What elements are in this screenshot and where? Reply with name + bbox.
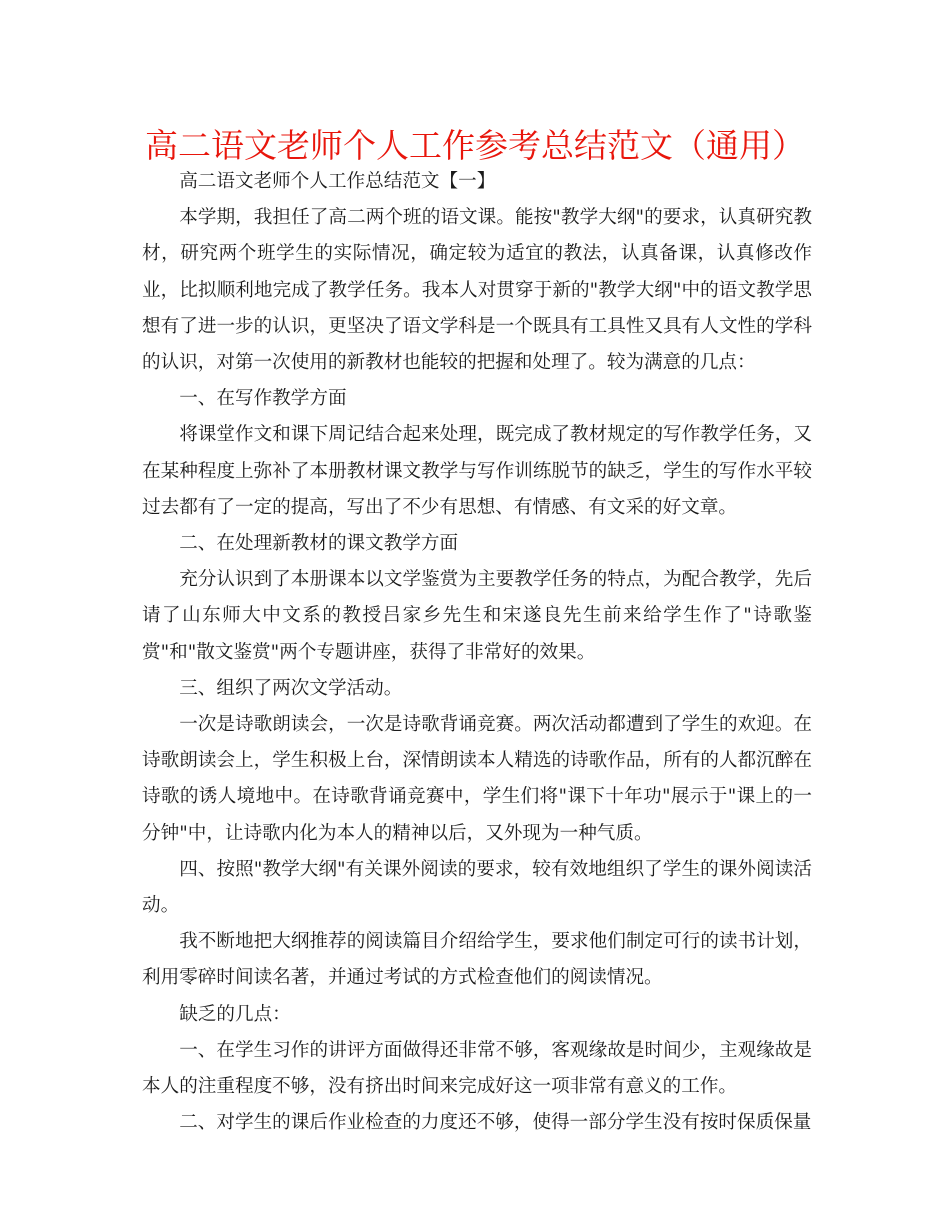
paragraph-intro: 本学期，我担任了高二两个班的语文课。能按"教学大纲"的要求，认真研究教材，研究两个班学生的实际情况，确定较为适宜的教法，认真备课，认真修改作业，比拟顺利地完成了教学任务。我本人对贯穿于新的"教学大纲"中的语文教学思想有了进一步的认识，更坚决了语文学科是一个既具有工具性又具有人文性的学科的认识，对第一次使用的新教材也能较的把握和处理了。较为满意的几点： (142, 207, 812, 374)
paragraph-activities: 一次是诗歌朗读会，一次是诗歌背诵竞赛。两次活动都遭到了学生的欢迎。在诗歌朗读会上，学生积极上台，深情朗读本人精选的诗歌作品，所有的人都沉醉在诗歌的诱人境地中。在诗歌背诵竞赛中，学生们将"课下十年功"展示于"课上的一分钟"中，让诗歌内化为本人的精神以后，又外现为一种气质。 (142, 714, 812, 844)
paragraph-writing: 将课堂作文和课下周记结合起来处理，既完成了教材规定的写作教学任务，又在某种程度上弥补了本册教材课文教学与写作训练脱节的缺乏，学生的写作水平较过去都有了一定的提高，写出了不少有思想、有情感、有文采的好文章。 (142, 424, 812, 518)
subheading-article-one: 高二语文老师个人工作总结范文【一】 (179, 171, 496, 192)
paragraph-shortcoming-one: 一、在学生习作的讲评方面做得还非常不够，客观缘故是时间少，主观缘故是本人的注重程度不够，没有挤出时间来完成好这一项非常有意义的工作。 (142, 1039, 812, 1098)
document-body (142, 164, 812, 1141)
paragraph-shortcoming-two: 二、对学生的课后作业检查的力度还不够，使得一部分学生没有按时保质保量 (179, 1112, 812, 1134)
section-heading-reading: 四、按照"教学大纲"有关课外阅读的要求，较有效地组织了学生的课外阅读活动。 (142, 858, 812, 917)
section-heading-textbook: 二、在处理新教材的课文教学方面 (179, 533, 459, 555)
paragraph-reading: 我不断地把大纲推荐的阅读篇目介绍给学生，要求他们制定可行的读书计划，利用零碎时间读名著，并通过考试的方式检查他们的阅读情况。 (142, 931, 812, 989)
section-heading-writing: 一、在写作教学方面 (179, 388, 347, 410)
section-heading-shortcomings: 缺乏的几点： (179, 1003, 291, 1025)
document-title: 高二语文老师个人工作参考总结范文（通用） (145, 126, 805, 165)
paragraph-textbook: 充分认识到了本册课本以文学鉴赏为主要教学任务的特点，为配合教学，先后请了山东师大中文系的教授吕家乡先生和宋遂良先生前来给学生作了"诗歌鉴赏"和"散文鉴赏"两个专题讲座，获得了非常好的效果。 (142, 569, 812, 663)
section-heading-activities: 三、组织了两次文学活动。 (179, 677, 403, 699)
